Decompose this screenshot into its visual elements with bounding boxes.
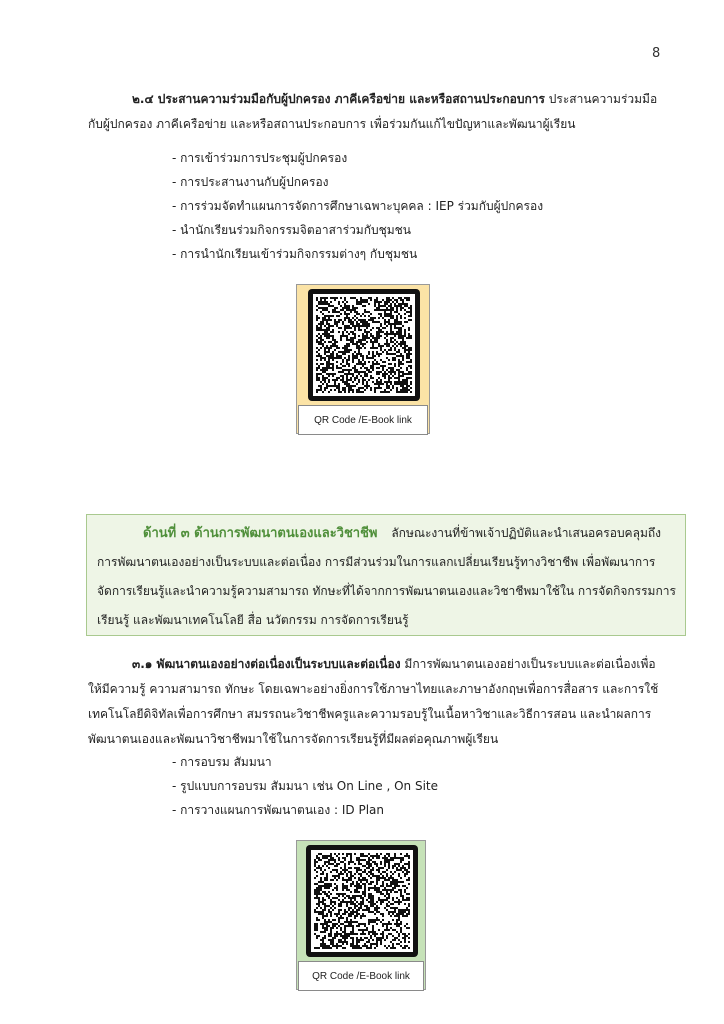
list-item: - การร่วมจัดทำแผนการจัดการศึกษาเฉพาะบุคคล : IEP ร่วมกับผู้ปกครอง bbox=[172, 199, 544, 213]
list-item: - การนำนักเรียนเข้าร่วมกิจกรรมต่างๆ กับชุมชน bbox=[172, 247, 418, 261]
section-2-4-body: ประสานความร่วมมือกับผู้ปกครอง ภาคีเครือข่าย และหรือสถานประกอบการ เพื่อร่วมกันแก้ไขปัญหาและพัฒนาผู้เรียน bbox=[88, 92, 658, 131]
list-item: - รูปแบบการอบรม สัมมนา เช่น On Line , On Site bbox=[172, 779, 439, 793]
qr-code-card[interactable] bbox=[296, 284, 430, 434]
section-2-4-title: ๒.๔ ประสานความร่วมมือกับผู้ปกครอง ภาคีเครือข่าย และหรือสถานประกอบการ bbox=[132, 92, 545, 106]
qr-code-frame bbox=[306, 845, 418, 957]
aspect-3-content bbox=[97, 519, 677, 635]
list-item: - การเข้าร่วมการประชุมผู้ปกครอง bbox=[172, 151, 348, 165]
aspect-3-box bbox=[86, 514, 686, 636]
section-3-1-bullet-list bbox=[172, 750, 438, 822]
list-item: - นำนักเรียนร่วมกิจกรรมจิตอาสาร่วมกับชุมชน bbox=[172, 223, 412, 237]
qr-code-icon[interactable] bbox=[314, 853, 410, 949]
section-3-1-body: มีการพัฒนาตนเองอย่างเป็นระบบและต่อเนื่องเพื่อให้มีความรู้ ความสามารถ ทักษะ โดยเฉพาะอย่างยิ่งการใช้ภาษาไทยและภาษาอังกฤษเพื่อการสื่อสาร และการใช้เทคโนโลยีดิจิทัลเพื่อการศึกษา สมรรถนะวิชาชีพครูและความรอบรู้ในเนื้อหาวิชาและวิธีการสอน และนำผลการพัฒนาตนเองและพัฒนาวิชาชีพมาใช้ในการจัดการเรียนรู้ที่มีผลต่อคุณภาพผู้เรียน bbox=[88, 657, 659, 746]
list-item: - การอบรม สัมมนา bbox=[172, 755, 272, 769]
qr-code-frame bbox=[308, 289, 420, 401]
aspect-3-body: ลักษณะงานที่ข้าพเจ้าปฏิบัติและนำเสนอครอบคลุมถึงการพัฒนาตนเองอย่างเป็นระบบและต่อเนื่อง การมีส่วนร่วมในการแลกเปลี่ยนเรียนรู้ทางวิชาชีพ เพื่อพัฒนาการจัดการเรียนรู้และนำความรู้ความสามารถ ทักษะที่ได้จากการพัฒนาตนเองและวิชาชีพมาใช้ใน การจัดกิจกรรมการเรียนรู้ และพัฒนาเทคโนโลยี สื่อ นวัตกรรม การจัดการเรียนรู้ bbox=[97, 526, 676, 627]
page-number: 8 bbox=[652, 46, 661, 61]
qr-code-caption[interactable]: QR Code /E-Book link bbox=[298, 961, 424, 991]
qr-code-caption[interactable]: QR Code /E-Book link bbox=[298, 405, 428, 435]
section-2-4-paragraph bbox=[88, 87, 658, 137]
qr-code-card[interactable] bbox=[296, 840, 426, 990]
list-item: - การประสานงานกับผู้ปกครอง bbox=[172, 175, 329, 189]
section-3-1-title: ๓.๑ พัฒนาตนเองอย่างต่อเนื่องเป็นระบบและต่อเนื่อง bbox=[132, 657, 401, 671]
list-item: - การวางแผนการพัฒนาตนเอง : ID Plan bbox=[172, 803, 384, 817]
section-2-4-bullet-list bbox=[172, 146, 543, 266]
section-3-1-paragraph bbox=[88, 652, 662, 752]
qr-code-icon[interactable] bbox=[316, 297, 412, 393]
aspect-3-heading: ด้านที่ ๓ ด้านการพัฒนาตนเองและวิชาชีพ bbox=[143, 526, 378, 541]
